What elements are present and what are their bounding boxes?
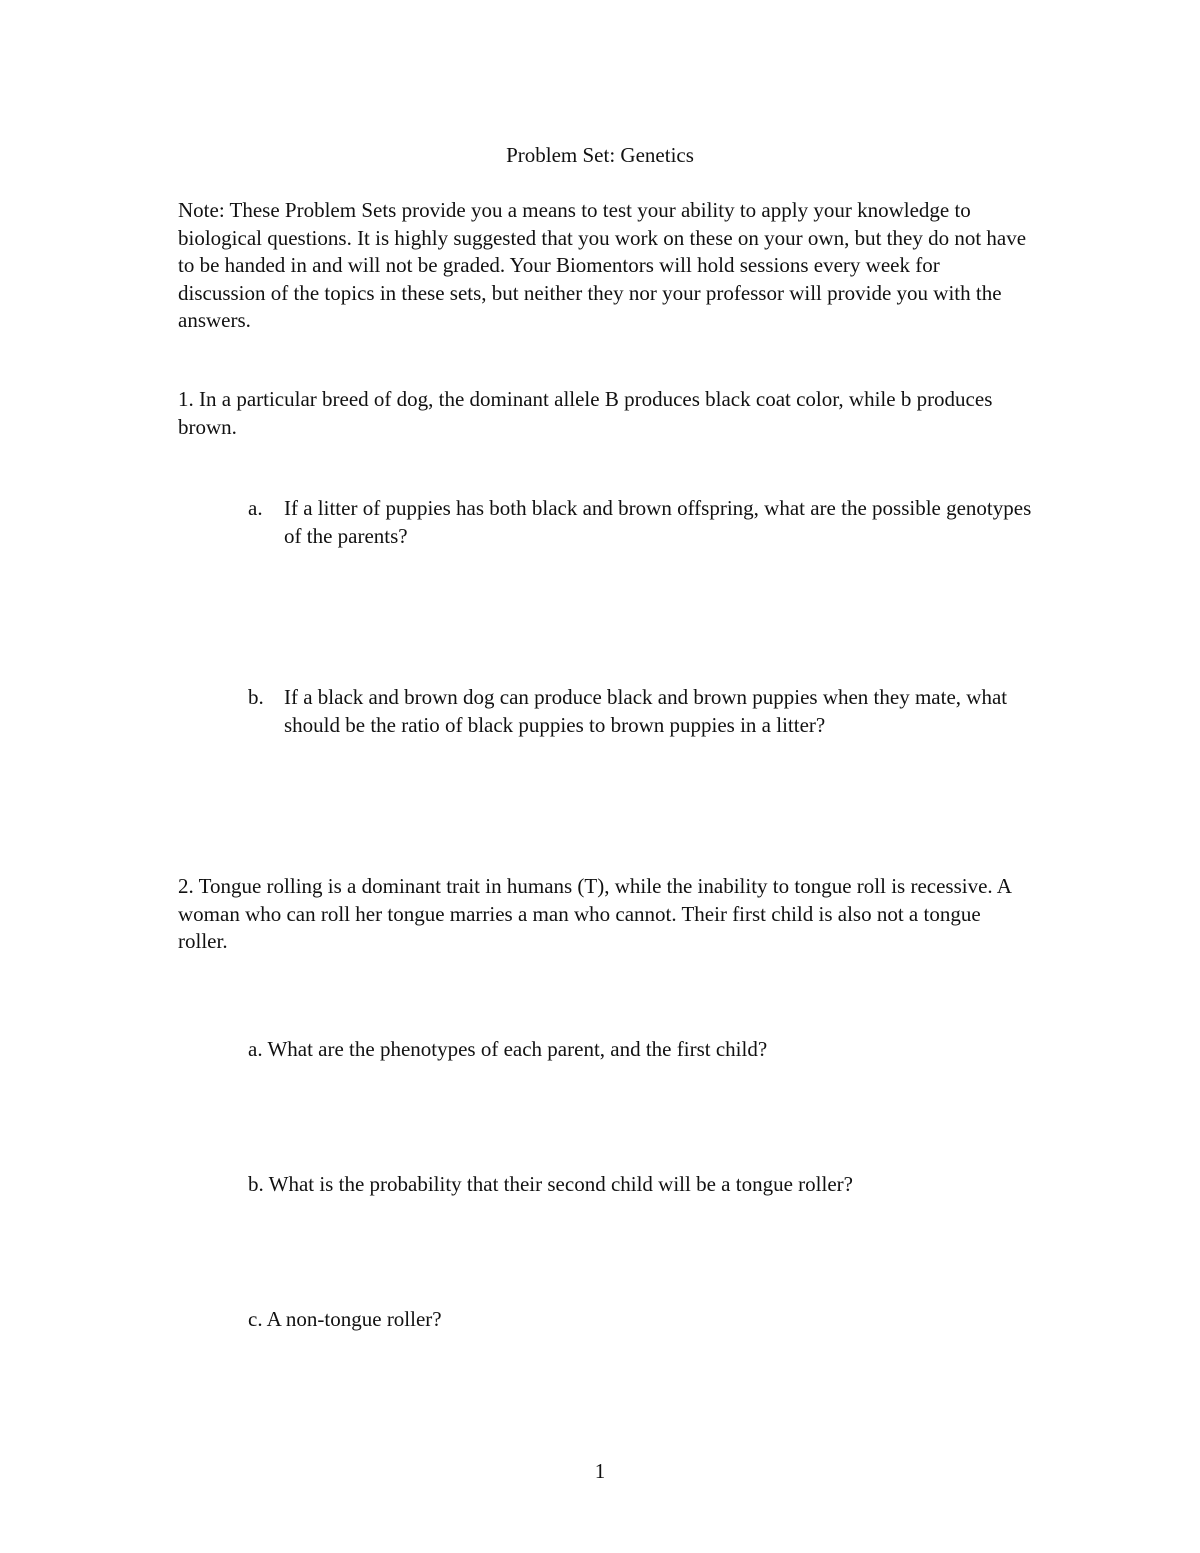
question-1b-text: If a black and brown dog can produce black and brown puppies when they mate, what should be the ratio of black puppies to brown puppies in a litter? [284,685,1008,737]
question-1a-text: If a litter of puppies has both black and brown offspring, what are the possible genotypes of the parents? [284,496,1032,548]
question-1b [248,684,1038,739]
question-2b: b. What is the probability that their second child will be a tongue roller? [248,1172,853,1196]
question-1a-label: a. [248,496,263,520]
note-paragraph: Note: These Problem Sets provide you a means to test your ability to apply your knowledge to biological questions. It is highly suggested that you work on these on your own, but they do not have to be handed in and will not be graded. Your Biomentors will hold sessions every week for discussion of the topics in these sets, but neither they nor your professor will provide you with the answers. [178,198,1027,332]
question-1: 1. In a particular breed of dog, the dominant allele B produces black coat color, while b produces brown. [178,387,993,439]
question-2a: a. What are the phenotypes of each parent, and the first child? [248,1037,768,1061]
question-1b-label: b. [248,685,264,709]
document-title: Problem Set: Genetics [506,143,694,167]
question-2c: c. A non-tongue roller? [248,1307,442,1331]
question-2: 2. Tongue rolling is a dominant trait in humans (T), while the inability to tongue roll is recessive. A woman who can roll her tongue marries a man who cannot. Their first child is also not a tongue roller. [178,874,1011,953]
question-1a [248,495,1038,550]
page-number: 1 [594,1459,606,1483]
